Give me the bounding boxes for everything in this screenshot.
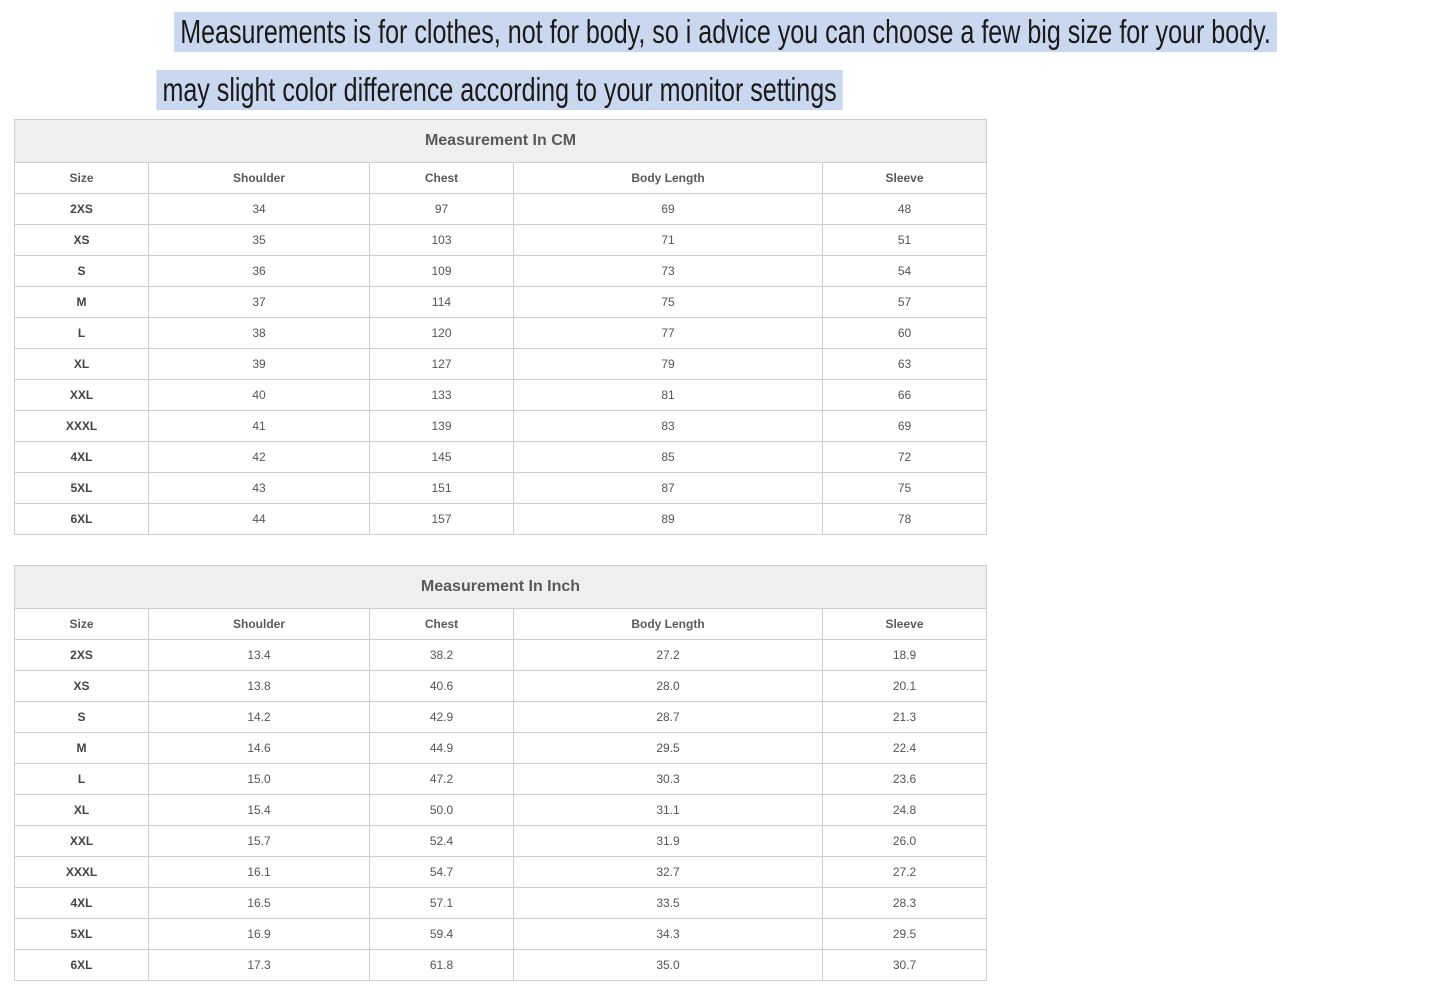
body-length-cell: 79 <box>514 349 823 380</box>
table-row <box>15 640 987 671</box>
chest-cell: 139 <box>370 411 514 442</box>
column-header-size: Size <box>15 609 149 640</box>
chest-cell: 57.1 <box>370 888 514 919</box>
size-cell: XL <box>15 795 149 826</box>
shoulder-cell: 41 <box>149 411 370 442</box>
size-cell: XXXL <box>15 857 149 888</box>
column-header-size: Size <box>15 163 149 194</box>
chest-cell: 50.0 <box>370 795 514 826</box>
table-row <box>15 919 987 950</box>
sleeve-cell: 69 <box>823 411 987 442</box>
size-cell: M <box>15 287 149 318</box>
table-row <box>15 194 987 225</box>
table-body <box>15 640 987 981</box>
chest-cell: 44.9 <box>370 733 514 764</box>
size-cell: 4XL <box>15 888 149 919</box>
size-cell: 6XL <box>15 504 149 535</box>
table-row <box>15 225 987 256</box>
shoulder-cell: 17.3 <box>149 950 370 981</box>
shoulder-cell: 14.6 <box>149 733 370 764</box>
notice-line-1 <box>0 12 1271 52</box>
body-length-cell: 35.0 <box>514 950 823 981</box>
chest-cell: 157 <box>370 504 514 535</box>
sleeve-cell: 66 <box>823 380 987 411</box>
table-row <box>15 504 987 535</box>
body-length-cell: 27.2 <box>514 640 823 671</box>
table-row <box>15 442 987 473</box>
shoulder-cell: 13.4 <box>149 640 370 671</box>
shoulder-cell: 43 <box>149 473 370 504</box>
body-length-cell: 28.7 <box>514 702 823 733</box>
body-length-cell: 81 <box>514 380 823 411</box>
chest-cell: 151 <box>370 473 514 504</box>
notice-text-1: Measurements is for clothes, not for body, so i advice you can choose a few big size for your body. <box>174 12 1277 52</box>
chest-cell: 54.7 <box>370 857 514 888</box>
shoulder-cell: 15.0 <box>149 764 370 795</box>
table-row <box>15 702 987 733</box>
body-length-cell: 87 <box>514 473 823 504</box>
size-cell: XXL <box>15 380 149 411</box>
body-length-cell: 31.1 <box>514 795 823 826</box>
shoulder-cell: 16.5 <box>149 888 370 919</box>
column-header-body-length: Body Length <box>514 163 823 194</box>
column-header-sleeve: Sleeve <box>823 609 987 640</box>
body-length-cell: 73 <box>514 256 823 287</box>
column-header-shoulder: Shoulder <box>149 163 370 194</box>
size-table-inch <box>14 565 987 981</box>
shoulder-cell: 13.8 <box>149 671 370 702</box>
sleeve-cell: 29.5 <box>823 919 987 950</box>
table-row <box>15 888 987 919</box>
table-row <box>15 733 987 764</box>
sleeve-cell: 78 <box>823 504 987 535</box>
sleeve-cell: 60 <box>823 318 987 349</box>
shoulder-cell: 44 <box>149 504 370 535</box>
body-length-cell: 71 <box>514 225 823 256</box>
table-row <box>15 826 987 857</box>
body-length-cell: 89 <box>514 504 823 535</box>
sleeve-cell: 24.8 <box>823 795 987 826</box>
size-cell: 5XL <box>15 473 149 504</box>
sleeve-cell: 54 <box>823 256 987 287</box>
table-row <box>15 380 987 411</box>
table-title-row <box>15 120 987 163</box>
size-cell: XS <box>15 671 149 702</box>
column-header-sleeve: Sleeve <box>823 163 987 194</box>
shoulder-cell: 15.7 <box>149 826 370 857</box>
table-title: Measurement In Inch <box>15 566 987 609</box>
sleeve-cell: 23.6 <box>823 764 987 795</box>
chest-cell: 133 <box>370 380 514 411</box>
size-cell: XXL <box>15 826 149 857</box>
chest-cell: 145 <box>370 442 514 473</box>
size-cell: 6XL <box>15 950 149 981</box>
shoulder-cell: 14.2 <box>149 702 370 733</box>
sleeve-cell: 26.0 <box>823 826 987 857</box>
size-cell: XL <box>15 349 149 380</box>
shoulder-cell: 34 <box>149 194 370 225</box>
size-cell: L <box>15 764 149 795</box>
shoulder-cell: 40 <box>149 380 370 411</box>
table-row <box>15 256 987 287</box>
size-cell: S <box>15 256 149 287</box>
table-row <box>15 411 987 442</box>
column-header-shoulder: Shoulder <box>149 609 370 640</box>
chest-cell: 61.8 <box>370 950 514 981</box>
chest-cell: 52.4 <box>370 826 514 857</box>
body-length-cell: 34.3 <box>514 919 823 950</box>
body-length-cell: 75 <box>514 287 823 318</box>
shoulder-cell: 38 <box>149 318 370 349</box>
body-length-cell: 85 <box>514 442 823 473</box>
column-header-body-length: Body Length <box>514 609 823 640</box>
notice-line-2 <box>0 70 1000 110</box>
body-length-cell: 29.5 <box>514 733 823 764</box>
sleeve-cell: 48 <box>823 194 987 225</box>
shoulder-cell: 16.1 <box>149 857 370 888</box>
sleeve-cell: 30.7 <box>823 950 987 981</box>
chest-cell: 38.2 <box>370 640 514 671</box>
table-body <box>15 194 987 535</box>
chest-cell: 120 <box>370 318 514 349</box>
sleeve-cell: 18.9 <box>823 640 987 671</box>
chest-cell: 42.9 <box>370 702 514 733</box>
sleeve-cell: 28.3 <box>823 888 987 919</box>
sleeve-cell: 57 <box>823 287 987 318</box>
chest-cell: 97 <box>370 194 514 225</box>
sleeve-cell: 72 <box>823 442 987 473</box>
size-cell: 5XL <box>15 919 149 950</box>
shoulder-cell: 42 <box>149 442 370 473</box>
size-cell: S <box>15 702 149 733</box>
table-row <box>15 857 987 888</box>
body-length-cell: 32.7 <box>514 857 823 888</box>
column-header-chest: Chest <box>370 609 514 640</box>
body-length-cell: 28.0 <box>514 671 823 702</box>
body-length-cell: 31.9 <box>514 826 823 857</box>
body-length-cell: 69 <box>514 194 823 225</box>
table-row <box>15 318 987 349</box>
column-header-chest: Chest <box>370 163 514 194</box>
notice-text-2: may slight color difference according to your monitor settings <box>157 70 843 110</box>
shoulder-cell: 36 <box>149 256 370 287</box>
shoulder-cell: 37 <box>149 287 370 318</box>
table-row <box>15 795 987 826</box>
chest-cell: 109 <box>370 256 514 287</box>
table-title-row <box>15 566 987 609</box>
body-length-cell: 77 <box>514 318 823 349</box>
shoulder-cell: 35 <box>149 225 370 256</box>
chest-cell: 47.2 <box>370 764 514 795</box>
chest-cell: 59.4 <box>370 919 514 950</box>
size-cell: XS <box>15 225 149 256</box>
sleeve-cell: 27.2 <box>823 857 987 888</box>
table-header-row <box>15 609 987 640</box>
table-row <box>15 671 987 702</box>
chest-cell: 114 <box>370 287 514 318</box>
size-table-cm <box>14 119 987 535</box>
table-header-row <box>15 163 987 194</box>
table-row <box>15 287 987 318</box>
table-title: Measurement In CM <box>15 120 987 163</box>
table-row <box>15 349 987 380</box>
sleeve-cell: 22.4 <box>823 733 987 764</box>
sleeve-cell: 51 <box>823 225 987 256</box>
sleeve-cell: 63 <box>823 349 987 380</box>
shoulder-cell: 15.4 <box>149 795 370 826</box>
size-cell: 4XL <box>15 442 149 473</box>
size-cell: M <box>15 733 149 764</box>
body-length-cell: 33.5 <box>514 888 823 919</box>
chest-cell: 103 <box>370 225 514 256</box>
sleeve-cell: 20.1 <box>823 671 987 702</box>
size-cell: XXXL <box>15 411 149 442</box>
size-cell: 2XS <box>15 194 149 225</box>
chest-cell: 127 <box>370 349 514 380</box>
table-row <box>15 950 987 981</box>
size-cell: L <box>15 318 149 349</box>
body-length-cell: 83 <box>514 411 823 442</box>
body-length-cell: 30.3 <box>514 764 823 795</box>
sleeve-cell: 75 <box>823 473 987 504</box>
chest-cell: 40.6 <box>370 671 514 702</box>
table-row <box>15 473 987 504</box>
size-cell: 2XS <box>15 640 149 671</box>
shoulder-cell: 39 <box>149 349 370 380</box>
table-row <box>15 764 987 795</box>
shoulder-cell: 16.9 <box>149 919 370 950</box>
sleeve-cell: 21.3 <box>823 702 987 733</box>
